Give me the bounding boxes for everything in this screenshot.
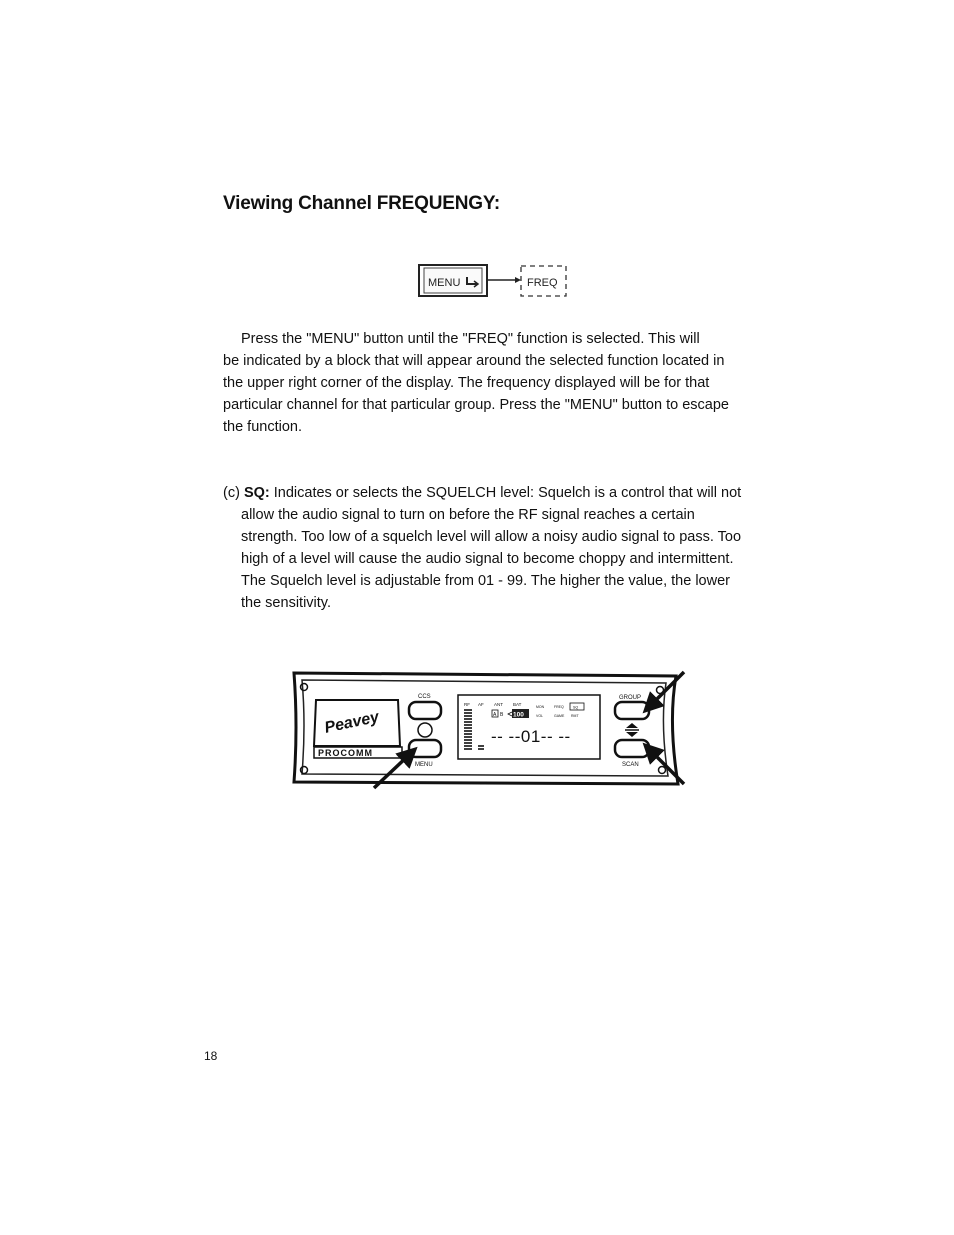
scan-label: SCAN	[622, 762, 639, 768]
peavey-logo-text: Peavey	[323, 708, 381, 737]
lcd-mode: MON	[536, 705, 545, 709]
lcd-vol: VOL	[536, 714, 544, 718]
section-heading: Viewing Channel FREQUENGY:	[223, 193, 501, 214]
lcd-ant-b: B	[500, 712, 504, 718]
item-term: SQ:	[243, 485, 270, 501]
page-number: 18	[204, 1049, 218, 1063]
ccs-button	[409, 702, 441, 719]
paragraph-body: be indicated by a block that will appear around the selected function located in the upper right corner of the display. The frequency displayed will be for that particular channel for that particular group. Press the "MENU" button to escape the function.	[223, 353, 729, 435]
receiver-front-panel-illustration	[288, 662, 692, 792]
freq-function-label: FREQ	[527, 277, 558, 289]
item-body: allow the audio signal to turn on before the RF signal reaches a certain strength. Too low of a squelch level will allow a noisy audio signal to pass. Too high of a level will cause the audio signal to become choppy and intermittent. The Squelch level is adjustable from 01 - 99. The higher the value, the lower the sensitivity.	[241, 507, 742, 611]
group-button	[615, 702, 649, 719]
menu-button-label: MENU	[428, 277, 461, 289]
lcd-af: AF	[478, 702, 484, 707]
menu-to-freq-diagram	[417, 262, 569, 300]
lcd-game: GAME	[554, 714, 565, 718]
item-first-line: Indicates or selects the SQUELCH level: Squelch is a control that will not	[269, 485, 742, 501]
lcd-ant: ANT	[494, 702, 503, 707]
procomm-brand-label: PROCOMM	[318, 748, 373, 758]
paragraph-first-line: Press the "MENU" button until the "FREQ" function is selected. This will	[241, 331, 700, 347]
group-label: GROUP	[619, 695, 642, 701]
menu-label: MENU	[415, 762, 433, 768]
scan-button	[615, 740, 649, 757]
indicator-led	[418, 723, 432, 737]
item-prefix: (c)	[223, 485, 244, 501]
lcd-ant-a: A	[493, 712, 497, 718]
lcd-bat-value: 100	[513, 711, 524, 719]
lcd-readout: -- --01-- --	[491, 727, 571, 746]
lcd-bat: BAT	[513, 702, 522, 707]
lcd-freq: FREQ	[554, 705, 564, 709]
squelch-paragraph	[223, 482, 743, 614]
menu-button	[409, 740, 441, 757]
lcd-sq: SQ	[573, 705, 579, 710]
lcd-rmt: RMT	[571, 714, 579, 718]
ccs-label: CCS	[418, 694, 431, 700]
freq-instructions-paragraph	[223, 328, 743, 438]
lcd-rf: RF	[464, 702, 470, 707]
